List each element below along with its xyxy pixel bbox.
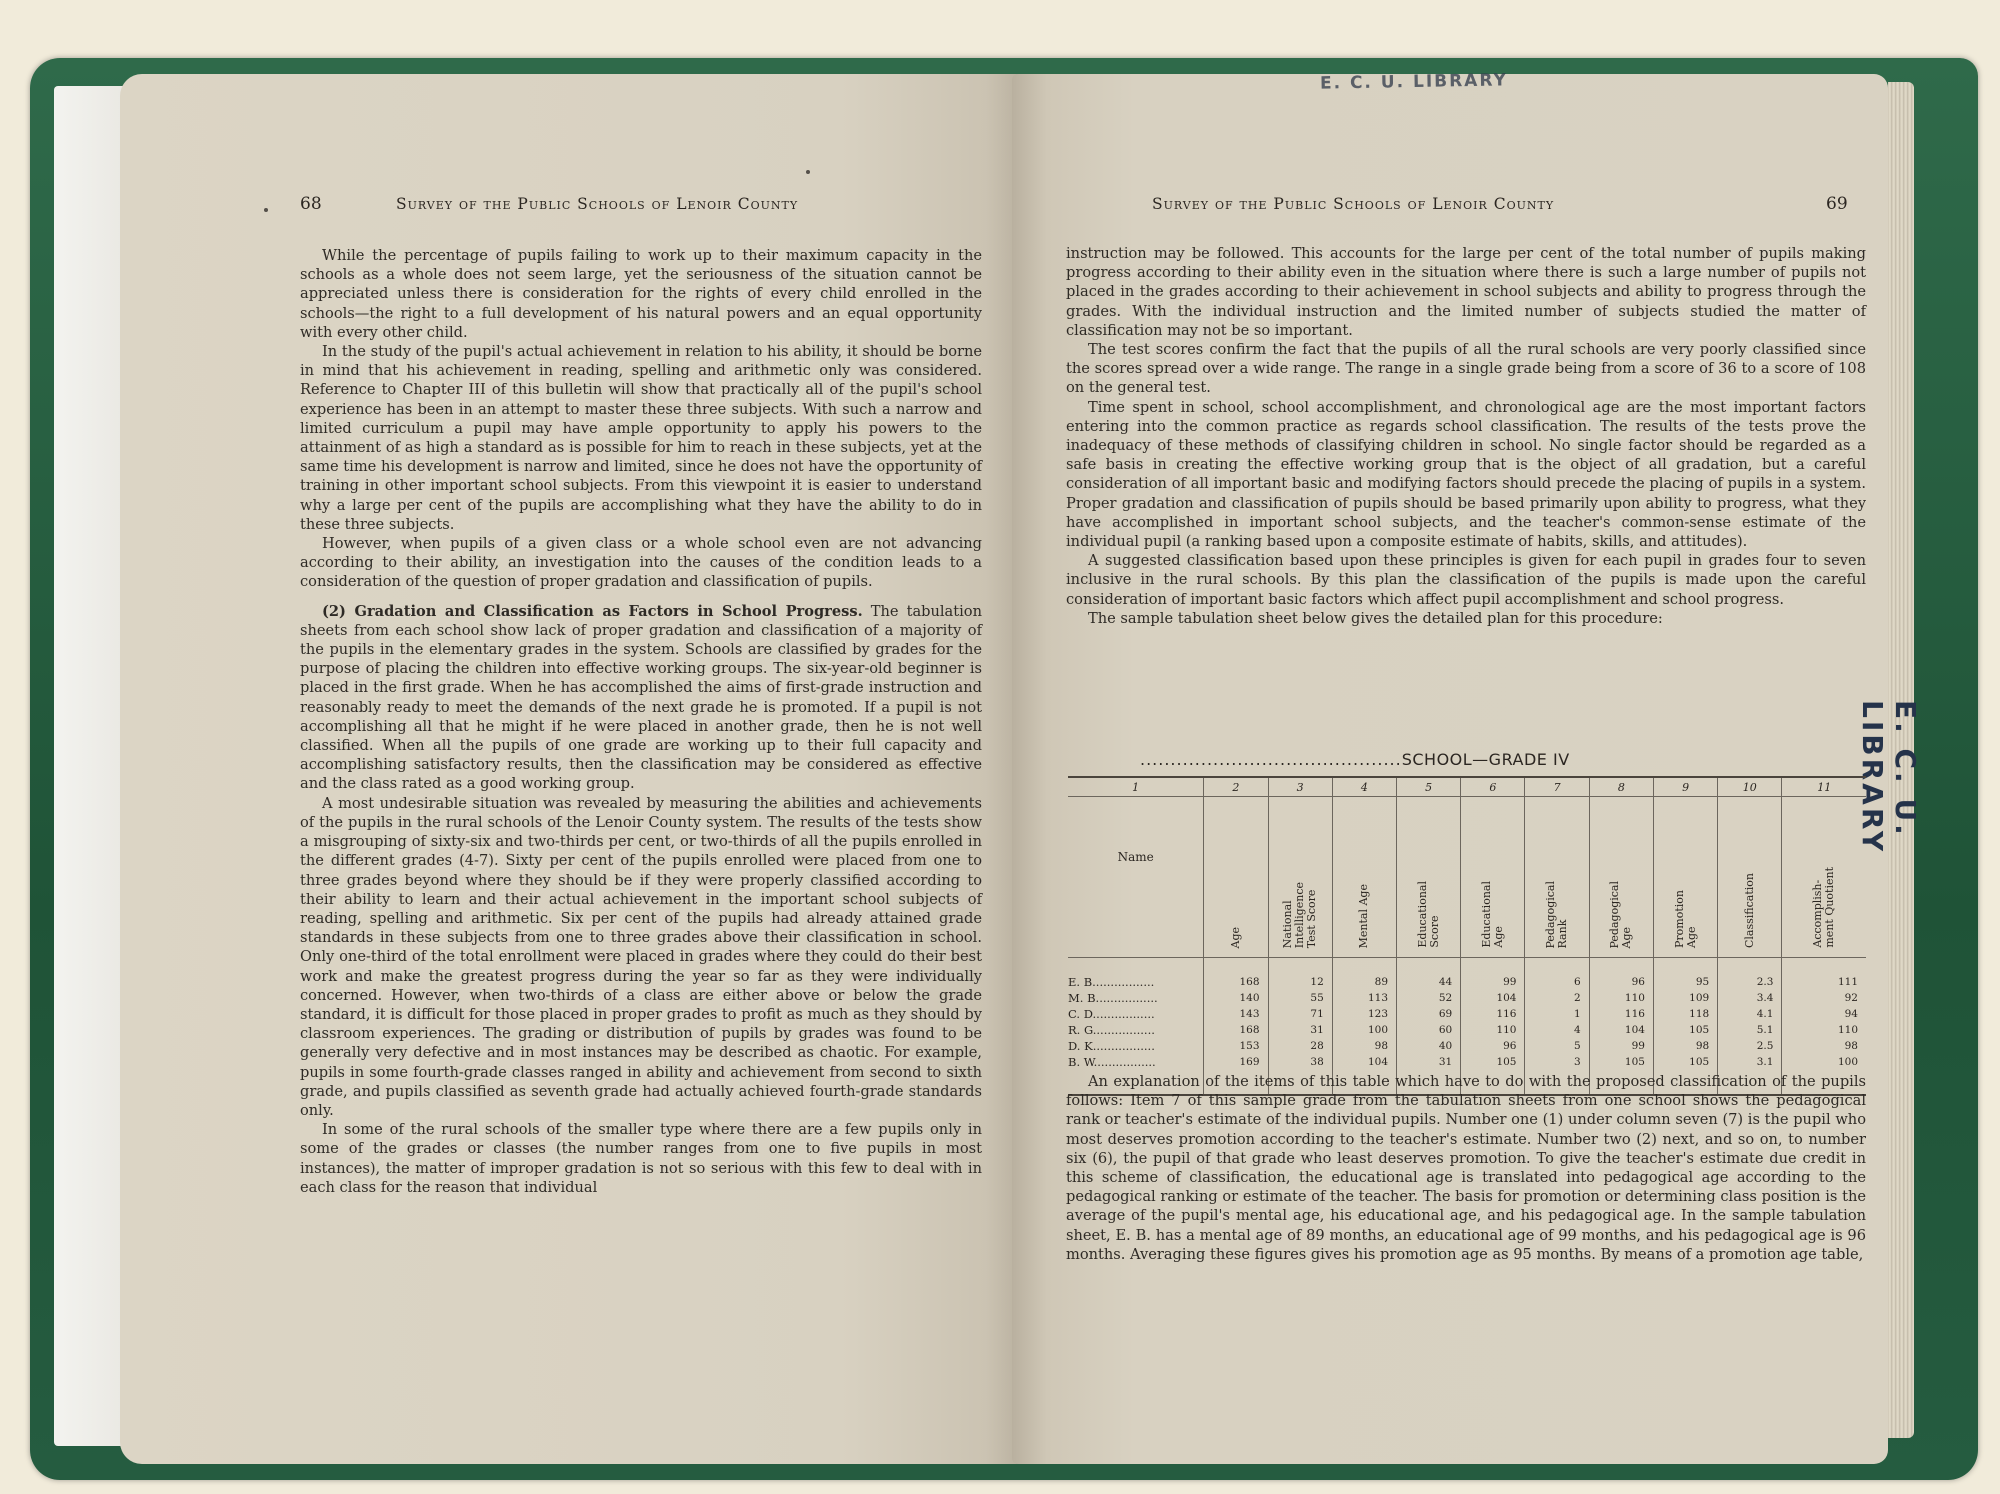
paragraph: instruction may be followed. This accounts for the large per cent of the total number of pupils making progress according to their ability even in the situation where there is such a large number of pupils not placed in the grades according to their achievement in school subjects and ability to progress through the grades. With the individual instruction and the limited number of subjects studied the matter of classification may not be so important.	[1066, 245, 1866, 339]
paragraph-text: A most undesirable situation was revealed by measuring the abilities and achievements of the pupils in the rural schools of the Lenoir County system. The results of the tests show a misgrouping of sixty-six and two-thirds per cent, or two-thirds of all the pupils enrolled in the different grades (4-7). Sixty per cent of the pupils enrolled were placed from one to three grades beyond where they should be if they were properly classified according to their ability to learn and their actual achievement in the important school subjects of reading, spelling and arithmetic. Six per cent of the pupils had already attained grade standards in these subjects from one to three grades above their classification in school. Only one-third of the total enrollment were placed in grades where they could do their best work and make the greatest progress during the year so far as they were individually concerned. However, when two-thirds of a class are either above or below the grade standard, it is difficult for those placed in proper grades to profit as much as they should by classroom experiences. The grading or distribution of pupils by grades was found to be generally very defective and in most instances may be described as chaotic. For example, pupils in some fourth-grade classes ranged in ability and achievement from second to sixth grade, and pupils classified as seventh grade had actually achieved fourth-grade standards only.	[300, 794, 982, 1119]
table-cell: 2.3	[1718, 974, 1782, 990]
table-cell: 94	[1782, 1006, 1866, 1022]
table-cell: 168	[1204, 1022, 1268, 1038]
column-header-label: Accomplish- ment Quotient	[1811, 867, 1837, 948]
column-number: 7	[1525, 777, 1589, 797]
paragraph	[300, 342, 982, 534]
column-header-label: Classification	[1742, 872, 1756, 948]
table-row	[1068, 1006, 1866, 1022]
table-cell: 5	[1525, 1038, 1589, 1054]
paragraph: A suggested classification based upon these principles is given for each pupil in grades four to seven inclusive in the rural schools. By this plan the classification of the pupils is made upon the careful consideration of important basic factors which affect pupil accomplishment and school progress.	[1066, 552, 1866, 608]
table-cell: 116	[1589, 1006, 1653, 1022]
table-cell: 104	[1461, 990, 1525, 1006]
paragraph: The sample tabulation sheet below gives the detailed plan for this procedure:	[1088, 609, 1663, 627]
column-header	[1068, 797, 1204, 958]
column-number: 6	[1461, 777, 1525, 797]
table-cell: 12	[1268, 974, 1332, 990]
table-cell: 110	[1782, 1022, 1866, 1038]
table-cell: 104	[1589, 1022, 1653, 1038]
library-stamp-top: E. C. U. LIBRARY	[1319, 70, 1509, 94]
table-row	[1068, 1038, 1866, 1054]
paragraph: An explanation of the items of this table which have to do with the proposed classification of the pupils follows: Item 7 of this sample grade from the tabulation sheets from one school shows the pedagogical rank or teacher's estimate of the individual pupils. Number one (1) under column seven (7) is the pupil who most deserves promotion according to the teacher's estimate. Number two (2) next, and so on, to number six (6), the pupil of that grade who least deserves promotion. To give the teacher's estimate due credit in this scheme of classification, the educational age is translated into pedagogical age according to the pedagogical ranking or estimate of the teacher. The basis for promotion or determining class position is the average of the pupil's mental age, his educational age, and his pedagogical age. In the sample tabulation sheet, E. B. has a mental age of 89 months, an educational age of 99 months, and his pedagogical age is 96 months. Averaging these figures gives his promotion age as 95 months. By means of a promotion age table,	[1066, 1073, 1866, 1263]
table-cell: 105	[1653, 1022, 1717, 1038]
table-cell: 4.1	[1718, 1006, 1782, 1022]
table-cell: 38	[1268, 1054, 1332, 1070]
pupil-name-cell: D. K.................	[1068, 1039, 1155, 1053]
table-cell: 89	[1332, 974, 1396, 990]
right-page-body-top	[1066, 244, 1866, 628]
column-header	[1718, 797, 1782, 958]
table-cell: 98	[1332, 1038, 1396, 1054]
right-page-body-bottom	[1066, 1072, 1866, 1264]
table-row	[1068, 1022, 1866, 1038]
column-number: 1	[1068, 777, 1204, 797]
paragraph: The test scores confirm the fact that the pupils of all the rural schools are very poorly classified since the scores spread over a wide range. The range in a single grade being from a score of 36 to a score of 108 on the general test.	[1066, 341, 1866, 397]
tabulation-table	[1068, 776, 1866, 1096]
table-row	[1068, 1054, 1866, 1070]
table-cell: 111	[1782, 974, 1866, 990]
column-number: 8	[1589, 777, 1653, 797]
column-header	[1653, 797, 1717, 958]
column-header	[1268, 797, 1332, 958]
table-cell: 105	[1461, 1054, 1525, 1070]
paragraph	[300, 1120, 982, 1197]
left-page-body	[300, 246, 982, 1197]
print-speck	[264, 208, 268, 212]
column-number: 10	[1718, 777, 1782, 797]
table-cell: 71	[1268, 1006, 1332, 1022]
column-header-label: Educational Age	[1479, 881, 1505, 948]
table-cell: 55	[1268, 990, 1332, 1006]
table-row	[1068, 974, 1866, 990]
table-cell: 1	[1525, 1006, 1589, 1022]
table-cell: 92	[1782, 990, 1866, 1006]
paragraph-text: However, when pupils of a given class or a whole school even are not advancing according to their ability, an investigation into the causes of the condition leads to a consideration of the question of proper gradation and classification of pupils.	[300, 535, 982, 591]
table-cell: 4	[1525, 1022, 1589, 1038]
column-header-label: Mental Age	[1357, 883, 1371, 948]
running-head-right: Survey of the Public Schools of Lenoir County	[1152, 195, 1555, 213]
column-header-label: Age	[1228, 926, 1242, 948]
table-cell: 52	[1397, 990, 1461, 1006]
table-cell: 123	[1332, 1006, 1396, 1022]
pupil-name-cell: M. B.................	[1068, 991, 1158, 1005]
table-title-text: SCHOOL—GRADE IV	[1401, 750, 1570, 769]
table-cell: 3.1	[1718, 1054, 1782, 1070]
table-cell: 169	[1204, 1054, 1268, 1070]
page-number-right: 69	[1826, 194, 1848, 214]
column-header-row	[1068, 797, 1866, 958]
table-cell: 5.1	[1718, 1022, 1782, 1038]
page-number-left: 68	[300, 194, 322, 214]
table-cell: 60	[1397, 1022, 1461, 1038]
table-cell: 69	[1397, 1006, 1461, 1022]
table-cell: 110	[1589, 990, 1653, 1006]
table-cell: 96	[1461, 1038, 1525, 1054]
pupil-name-cell: E. B.................	[1068, 975, 1155, 989]
table-cell: 116	[1461, 1006, 1525, 1022]
paragraph	[300, 534, 982, 592]
table-cell: 110	[1461, 1022, 1525, 1038]
table-cell: 118	[1653, 1006, 1717, 1022]
table-cell: 100	[1782, 1054, 1866, 1070]
table-cell: 95	[1653, 974, 1717, 990]
table-cell: 31	[1397, 1054, 1461, 1070]
paragraph-text: The tabulation sheets from each school show lack of proper gradation and classification of a majority of the pupils in the elementary grades in the system. Schools are classified by grades for the purpose of placing the children into effective working groups. The six-year-old beginner is placed in the first grade. When he has accomplished the aims of first-grade instruction and reasonably ready to meet the demands of the next grade he is promoted. If a pupil is not accomplishing all that he might if he were placed in another grade, then he is not well classified. When all the pupils of one grade are working up to their full capacity and accomplishing satisfactory results, then the classification may be considered as effective and the class rated as a good working group.	[300, 602, 982, 793]
section-heading: (2) Gradation and Classification as Factors in School Progress.	[322, 602, 863, 620]
table-cell: 105	[1589, 1054, 1653, 1070]
paragraph	[300, 794, 982, 1120]
table-cell: 153	[1204, 1038, 1268, 1054]
column-header	[1589, 797, 1653, 958]
column-header-label: Educational Score	[1415, 881, 1441, 948]
running-head-left: Survey of the Public Schools of Lenoir County	[396, 195, 799, 213]
column-number-row	[1068, 777, 1866, 797]
table-cell: 105	[1653, 1054, 1717, 1070]
table-cell: 31	[1268, 1022, 1332, 1038]
paragraph	[300, 246, 982, 342]
table-cell: 140	[1204, 990, 1268, 1006]
column-header	[1525, 797, 1589, 958]
paragraph	[300, 602, 982, 794]
table-cell: 28	[1268, 1038, 1332, 1054]
library-stamp-side: E. C. U. LIBRARY	[1856, 700, 1922, 855]
table-cell: 168	[1204, 974, 1268, 990]
table-cell: 3	[1525, 1054, 1589, 1070]
table-cell: 143	[1204, 1006, 1268, 1022]
table-title	[1140, 750, 1570, 769]
column-header-label: National Intelligence Test Score	[1281, 881, 1319, 948]
column-header	[1332, 797, 1396, 958]
table-cell: 99	[1461, 974, 1525, 990]
paragraph-text: In the study of the pupil's actual achievement in relation to his ability, it should be borne in mind that his achievement in reading, spelling and arithmetic only was considered. Reference to Chapter III of this bulletin will show that practically all of the pupil's school experience has been in an attempt to master these three subjects. With such a narrow and limited curriculum a pupil may have ample opportunity to apply his powers to the attainment of as high a standard as is possible for him to reach in these subjects, yet at the same time his development is narrow and limited, since he does not have the opportunity of training in other important school subjects. From this viewpoint it is easier to understand why a large per cent of the pupils are accomplishing what they have the ability to do in these three subjects.	[300, 343, 982, 533]
table-cell: 99	[1589, 1038, 1653, 1054]
column-header-label: Pedagogical Rank	[1544, 880, 1570, 948]
table-cell: 96	[1589, 974, 1653, 990]
table-cell: 98	[1653, 1038, 1717, 1054]
column-header	[1782, 797, 1866, 958]
column-header-label: Name	[1117, 850, 1154, 864]
table-row	[1068, 990, 1866, 1006]
table-cell: 2.5	[1718, 1038, 1782, 1054]
table-cell: 44	[1397, 974, 1461, 990]
column-header	[1397, 797, 1461, 958]
pupil-name-cell: R. G.................	[1068, 1023, 1155, 1037]
column-number: 5	[1397, 777, 1461, 797]
paragraph: Time spent in school, school accomplishment, and chronological age are the most important factors entering into the common practice as regards school classification. The results of the tests prove the inadequacy of these methods of classifying children in school. No single factor should be regarded as a safe basis in creating the effective working group that is the object of all gradation, but a careful consideration of all important basic and modifying factors should precede the placing of pupils in a system. Proper gradation and classification of pupils should be based primarily upon ability to progress, what they have accomplished in important school subjects, and the teacher's common-sense estimate of the individual pupil (a ranking based upon a composite estimate of habits, skills, and attitudes).	[1066, 398, 1866, 551]
table-cell: 6	[1525, 974, 1589, 990]
table-cell: 98	[1782, 1038, 1866, 1054]
column-header-label: Pedagogical Age	[1608, 880, 1634, 948]
table-title-blank: ...........................................	[1140, 750, 1402, 769]
background	[0, 0, 2000, 60]
table-cell: 3.4	[1718, 990, 1782, 1006]
table-cell: 113	[1332, 990, 1396, 1006]
column-header	[1461, 797, 1525, 958]
column-number: 11	[1782, 777, 1866, 797]
pupil-name-cell: B. W.................	[1068, 1055, 1156, 1069]
column-number: 3	[1268, 777, 1332, 797]
column-header	[1204, 797, 1268, 958]
pupil-name-cell: C. D.................	[1068, 1007, 1155, 1021]
paragraph-text: While the percentage of pupils failing to work up to their maximum capacity in the schools as a whole does not seem large, yet the seriousness of the situation cannot be appreciated unless there is consideration for the rights of every child enrolled in the schools—the right to a full development of his natural powers and an equal opportunity with every other child.	[300, 247, 982, 341]
column-number: 2	[1204, 777, 1268, 797]
paragraph-text: In some of the rural schools of the smaller type where there are a few pupils only in some of the grades or classes (the number ranges from one to five pupils in most instances), the matter of improper gradation is not so serious with this few to deal with in each class for the reason that individual	[300, 1121, 982, 1196]
table-cell: 109	[1653, 990, 1717, 1006]
table-cell: 40	[1397, 1038, 1461, 1054]
column-number: 4	[1332, 777, 1396, 797]
spacer-row	[1068, 958, 1866, 975]
column-number: 9	[1653, 777, 1717, 797]
column-header-label: Promotion Age	[1672, 890, 1698, 948]
table-cell: 2	[1525, 990, 1589, 1006]
print-speck	[806, 170, 810, 174]
table-cell: 104	[1332, 1054, 1396, 1070]
table-cell: 100	[1332, 1022, 1396, 1038]
